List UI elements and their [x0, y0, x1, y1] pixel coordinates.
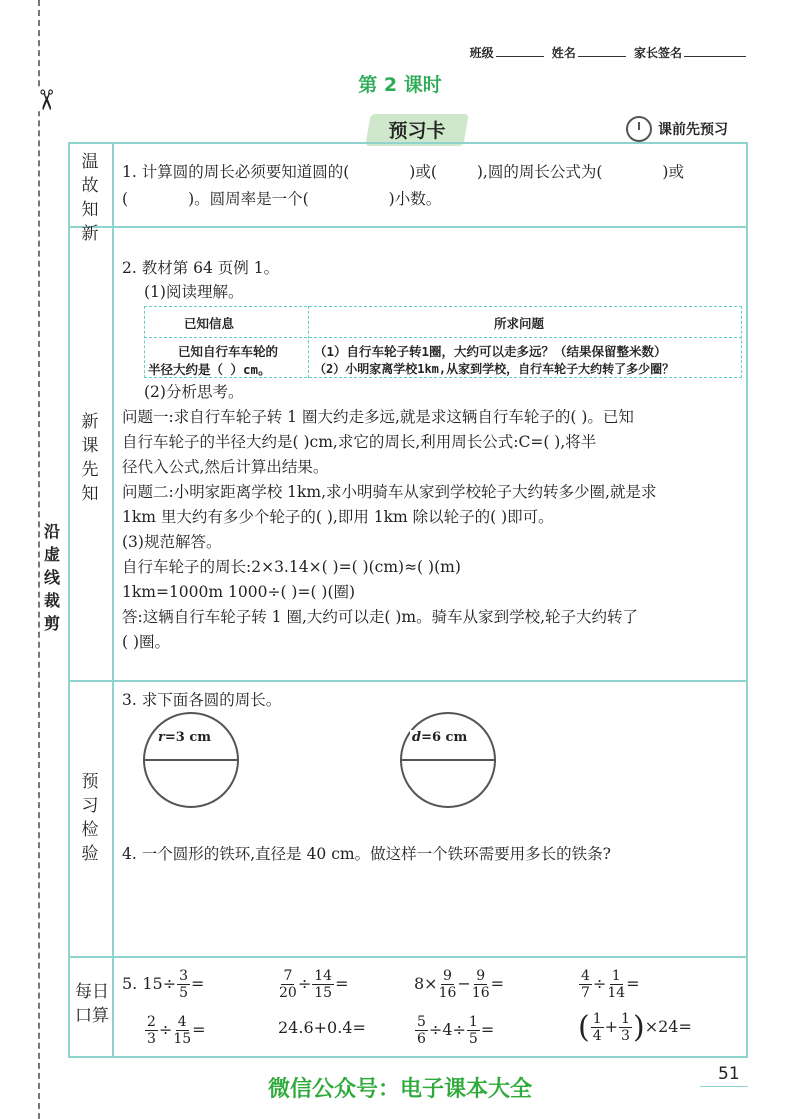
q1-line2: ( )。圆周率是一个( )小数。	[122, 190, 442, 208]
answer-line1: 自行车轮子的周长:2×3.14×( )=( )(cm)≈( )(m)	[122, 558, 461, 576]
name-label: 姓名	[551, 46, 576, 60]
class-label: 班级	[469, 46, 494, 60]
cut-instruction: 沿虚线裁剪	[40, 520, 64, 635]
alarm-clock-icon	[626, 116, 652, 142]
q2-step1: (1)阅读理解。	[144, 283, 244, 301]
q2-step3: (3)规范解答。	[122, 533, 222, 551]
parent-sign-blank[interactable]	[684, 56, 746, 57]
watermark: 微信公众号：电子课本大全	[267, 1077, 532, 1102]
section-preview-check: 预习检验	[81, 772, 99, 864]
known-info-header: 已知信息	[184, 316, 235, 331]
q1-line1: 1. 计算圆的周长必须要知道圆的( )或( ),圆的周长公式为( )或	[122, 163, 684, 181]
q2-step2: (2)分析思考。	[144, 383, 244, 401]
question-header: 所求问题	[494, 316, 545, 331]
scissors-icon: ✂	[29, 88, 63, 112]
known-info-line1: 已知自行车车轮的	[178, 344, 279, 359]
question-1: （1）自行车轮子转1圈，大约可以走多远？（结果保留整米数）	[314, 344, 667, 359]
parent-sign-label: 家长签名	[633, 46, 682, 60]
calc-7: $\frac{5}{6}$ ÷4÷ $\frac{1}{5}$ =	[417, 1014, 495, 1047]
calc-5: $\frac{2}{3}$ ÷ $\frac{4}{15}$ =	[147, 1014, 206, 1047]
problem1-line3: 径代入公式,然后计算出结果。	[122, 458, 329, 476]
circle-radius-line	[143, 759, 239, 761]
row-divider	[68, 680, 748, 682]
card-title: 预习卡	[388, 120, 446, 142]
diameter-label: d=6 cm	[412, 730, 468, 745]
calc-6: 24.6+0.4=	[278, 1018, 366, 1037]
section-new-knowledge: 新课先知	[81, 412, 99, 504]
row-divider	[68, 226, 748, 228]
section-review: 温故知新	[81, 152, 99, 244]
radius-label: r=3 cm	[158, 730, 211, 745]
q3-title: 3. 求下面各圆的周长。	[122, 691, 282, 709]
row-divider	[68, 956, 748, 958]
calc-4: $\frac{4}{7}$ ÷ $\frac{1}{14}$ =	[581, 968, 640, 1001]
problem1-line2: 自行车轮子的半径大约是( )cm,求它的周长,利用周长公式:C=( ),将半	[122, 433, 597, 451]
question-2: （2）小明家离学校1km,从家到学校，自行车轮子大约转了多少圈？	[314, 362, 675, 376]
info-table-divider	[308, 306, 309, 378]
problem2-line1: 问题二:小明家距离学校 1km,求小明骑车从家到学校轮子大约转多少圈,就是求	[122, 483, 657, 501]
answer-line2: 1km=1000m 1000÷( )=( )(圈)	[122, 583, 356, 601]
q2-title: 2. 教材第 64 页例 1。	[122, 259, 280, 277]
calc-1: 5. 15÷ $\frac{3}{5}$ =	[122, 968, 205, 1001]
problem2-line2: 1km 里大约有多少个轮子的( ),即用 1km 除以轮子的( )即可。	[122, 508, 554, 526]
student-info-header	[470, 44, 750, 61]
calc-3: 8× $\frac{9}{16}$ − $\frac{9}{16}$ =	[414, 968, 505, 1001]
section-divider	[112, 142, 114, 1058]
section-mental-math: 每日口算	[75, 982, 109, 1026]
preview-label: 课前先预习	[658, 122, 728, 138]
answer-line4: ( )圈。	[122, 633, 171, 651]
class-blank[interactable]	[496, 56, 544, 57]
problem1-line1: 问题一:求自行车轮子转 1 圈大约走多远,就是求这辆自行车轮子的( )。已知	[122, 408, 634, 426]
page-number: 51	[718, 1064, 740, 1084]
info-table-divider	[144, 337, 742, 338]
lesson-title: 第 2 课时	[358, 74, 442, 96]
name-blank[interactable]	[578, 56, 626, 57]
circle-diameter-line	[400, 759, 496, 761]
q4-title: 4. 一个圆形的铁环,直径是 40 cm。做这样一个铁环需要用多长的铁条?	[122, 845, 611, 863]
calc-2: $\frac{7}{20}$ ÷ $\frac{14}{15}$ =	[279, 968, 349, 1001]
answer-line3: 答:这辆自行车轮子转 1 圈,大约可以走( )m。骑车从家到学校,轮子大约转了	[122, 608, 639, 626]
known-info-line2: 半径大约是（ ）cm。	[148, 362, 271, 377]
calc-8: ( $\frac{1}{4}$ + $\frac{1}{3}$ )×24=	[578, 1010, 692, 1045]
